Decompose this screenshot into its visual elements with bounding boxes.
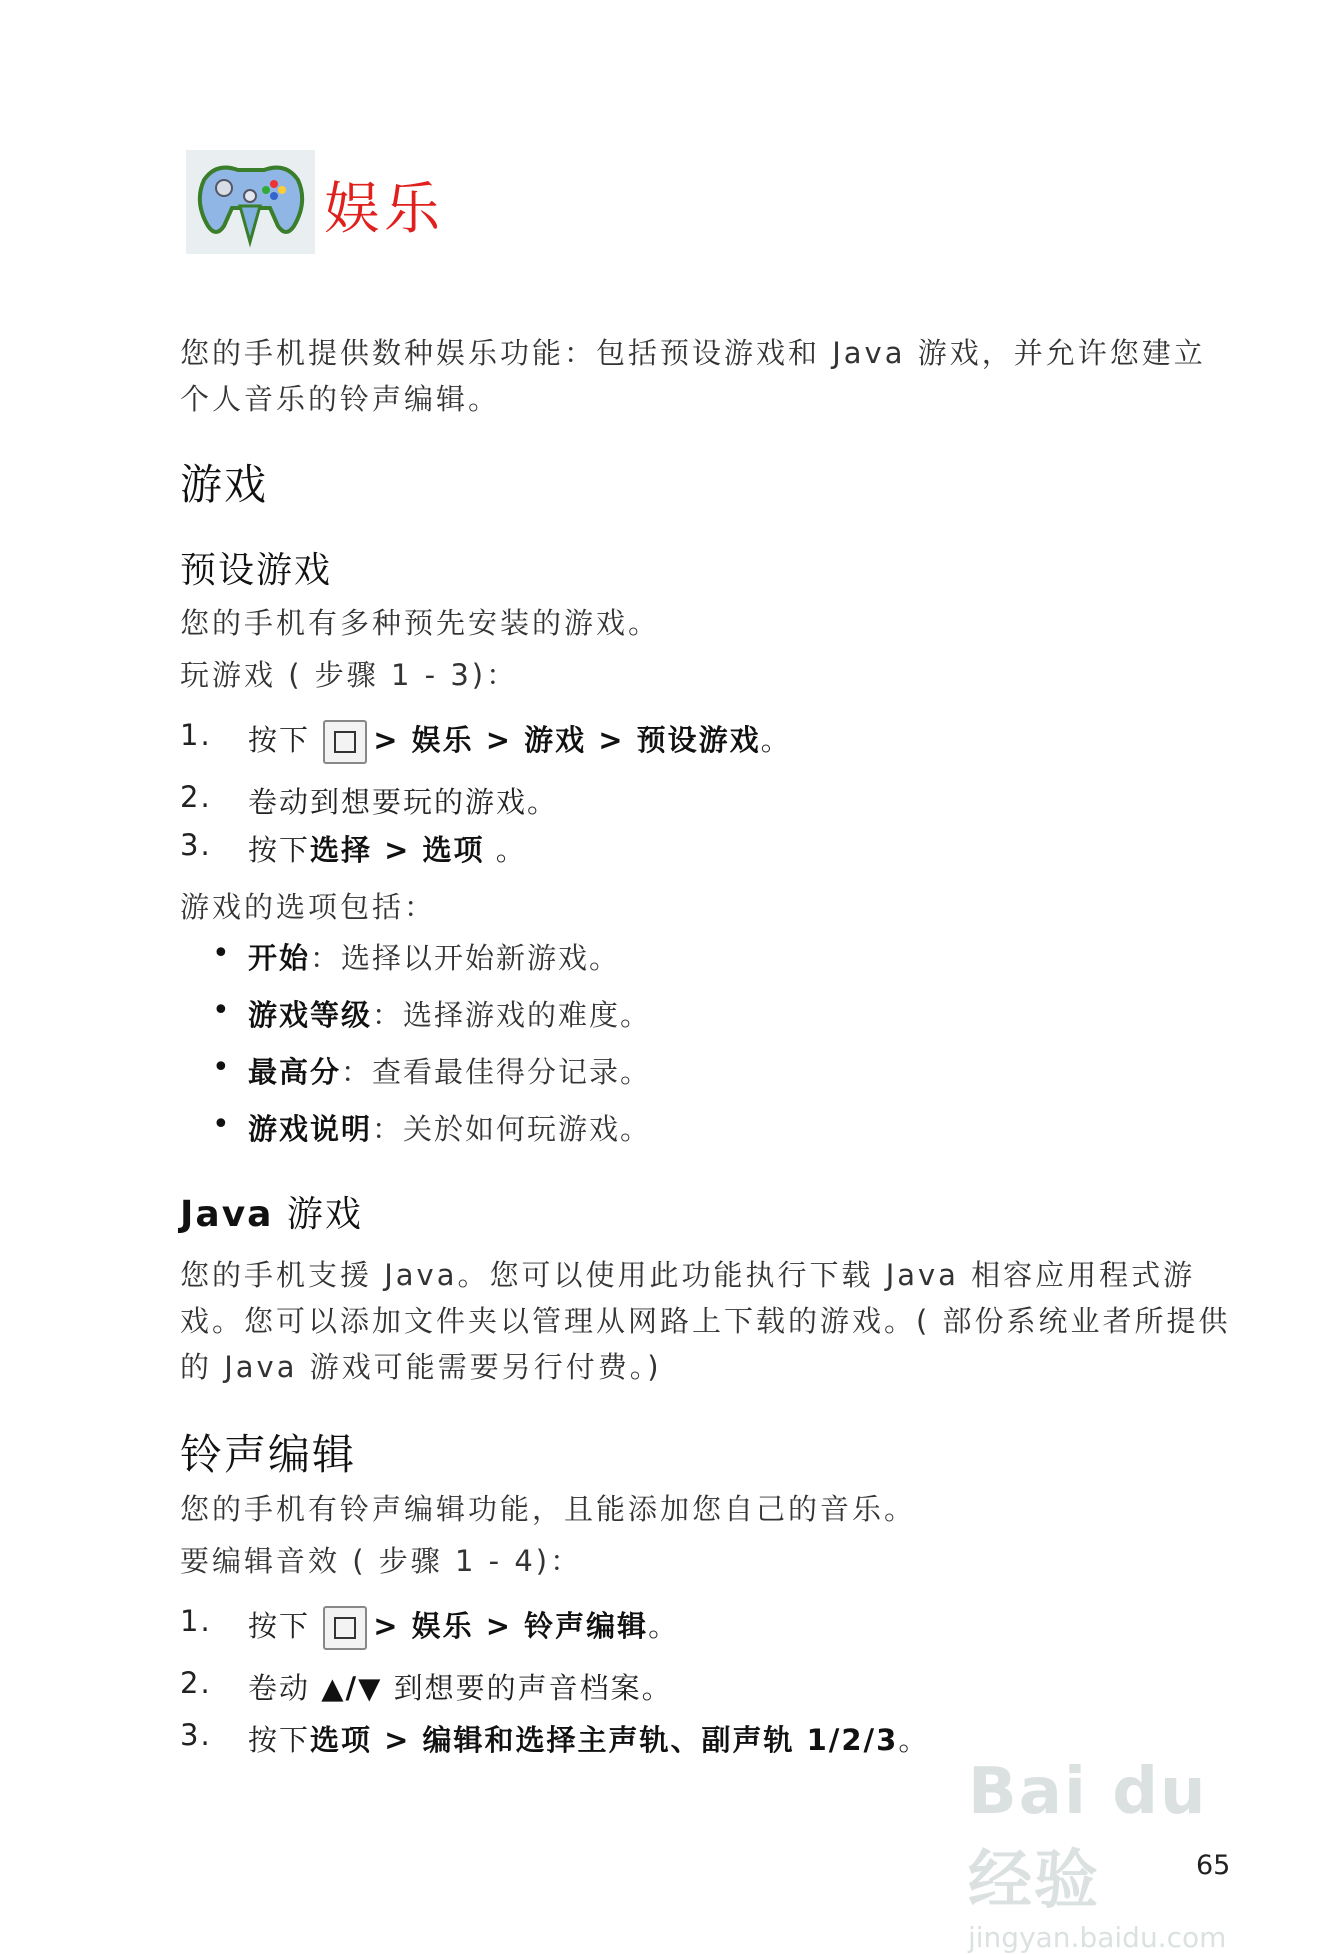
gamepad-icon <box>186 150 315 254</box>
ringtone-desc: 您的手机有铃声编辑功能，且能添加您自己的音乐。 <box>180 1492 917 1526</box>
ringtone-steps-intro: 要编辑音效 ( 步骤 1 - 4)： <box>180 1544 583 1578</box>
list-item <box>212 936 1012 982</box>
arrow-keys-icon: ▲/▼ <box>321 1671 383 1705</box>
menu-path: > 娱乐 > 游戏 > 预设游戏 <box>373 723 761 757</box>
list-item <box>180 718 1080 764</box>
options-intro: 游戏的选项包括： <box>180 890 437 924</box>
menu-path: 选择 > 选项 <box>310 833 485 867</box>
subsection-heading-preset: 预设游戏 <box>180 550 333 591</box>
step-number: 2. <box>180 1666 212 1700</box>
list-item <box>212 993 1012 1039</box>
option-term: 游戏说明 <box>248 1112 373 1146</box>
option-term: 开始 <box>248 941 311 975</box>
step-text: 按下 <box>248 833 311 867</box>
java-heading-bold: Java <box>180 1194 274 1235</box>
option-term: 游戏等级 <box>248 998 373 1032</box>
step-text: 卷动 <box>248 1671 322 1705</box>
step-suffix: 。 <box>760 723 792 757</box>
option-desc: ：选择游戏的难度。 <box>372 998 652 1032</box>
bullet-icon: • <box>212 1107 232 1142</box>
preset-desc: 您的手机有多种预先安装的游戏。 <box>180 606 661 640</box>
bullet-icon: • <box>212 1050 232 1085</box>
step-text: 按下 <box>248 723 322 757</box>
list-item <box>180 1666 1080 1712</box>
option-term: 最高分 <box>248 1055 342 1089</box>
step-number: 3. <box>180 828 212 862</box>
option-desc: ：关於如何玩游戏。 <box>372 1112 652 1146</box>
list-item <box>180 1718 1080 1764</box>
step-suffix: 。 <box>898 1723 930 1757</box>
intro-line-2: 个人音乐的铃声编辑。 <box>180 382 501 416</box>
step-text: 卷动到想要玩的游戏。 <box>248 785 559 819</box>
section-heading-ringtone: 铃声编辑 <box>180 1430 357 1479</box>
menu-key-icon <box>323 720 367 764</box>
page-number: 65 <box>1196 1850 1231 1881</box>
step-text: 按下 <box>248 1723 311 1757</box>
step-suffix: 。 <box>484 833 527 867</box>
list-item <box>212 1107 1012 1153</box>
list-item <box>180 828 1080 874</box>
step-number: 1. <box>180 1604 212 1638</box>
step-number: 2. <box>180 780 212 814</box>
bullet-icon: • <box>212 936 232 971</box>
option-desc: ：查看最佳得分记录。 <box>341 1055 652 1089</box>
subsection-heading-java <box>180 1186 363 1237</box>
java-line-2: 戏。您可以添加文件夹以管理从网路上下载的游戏。( 部份系统业者所提供 <box>180 1304 1231 1338</box>
java-heading-rest: 游戏 <box>273 1194 363 1235</box>
watermark-brand: Bai du 经验 <box>968 1755 1208 1918</box>
step-suffix: 。 <box>648 1609 680 1643</box>
list-item <box>180 1604 1080 1650</box>
menu-path: > 娱乐 > 铃声编辑 <box>373 1609 649 1643</box>
chapter-title: 娱乐 <box>324 177 444 242</box>
java-line-3: 的 Java 游戏可能需要另行付费。) <box>180 1350 662 1384</box>
step-suffix: 到想要的声音档案。 <box>382 1671 673 1705</box>
list-item <box>180 780 1080 826</box>
menu-path: 选项 > 编辑和选择主声轨、副声轨 1/2/3 <box>310 1723 899 1757</box>
step-number: 1. <box>180 718 212 752</box>
list-item <box>212 1050 1012 1096</box>
watermark-url: jingyan.baidu.com <box>968 1921 1227 1954</box>
preset-steps-intro: 玩游戏 ( 步骤 1 - 3)： <box>180 658 519 692</box>
section-heading-games: 游戏 <box>180 460 269 509</box>
intro-line-1: 您的手机提供数种娱乐功能：包括预设游戏和 Java 游戏，并允许您建立 <box>180 336 1206 370</box>
option-desc: ：选择以开始新游戏。 <box>310 941 621 975</box>
bullet-icon: • <box>212 993 232 1028</box>
menu-key-icon <box>323 1606 367 1650</box>
step-text: 按下 <box>248 1609 322 1643</box>
step-number: 3. <box>180 1718 212 1752</box>
java-line-1: 您的手机支援 Java。您可以使用此功能执行下载 Java 相容应用程式游 <box>180 1258 1196 1292</box>
